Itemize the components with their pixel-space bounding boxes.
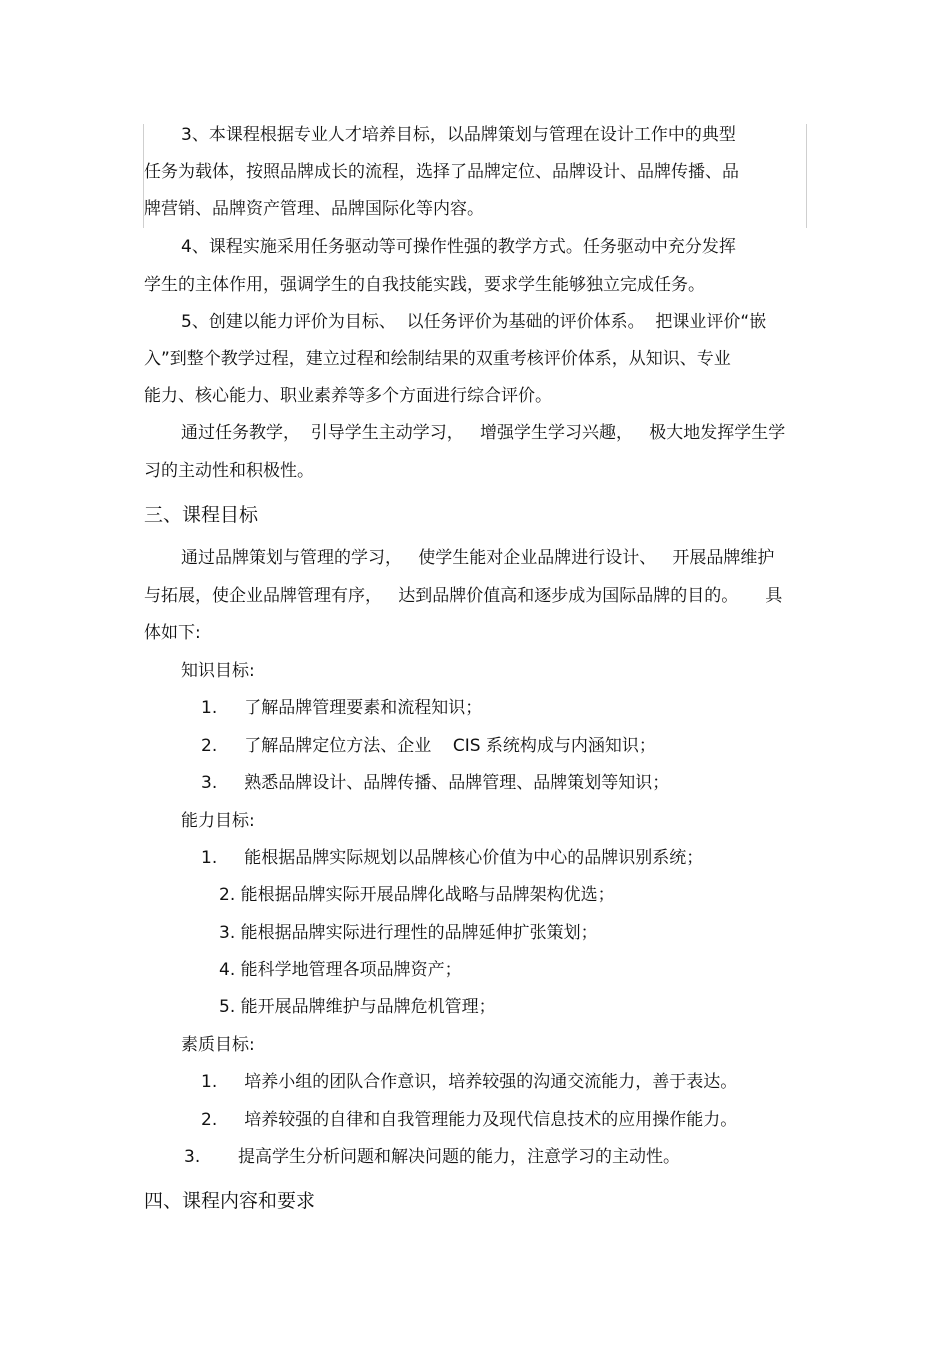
- quality-item-2: 2. 培养较强的自律和自我管理能力及现代信息技术的应用操作能力。: [201, 1110, 738, 1130]
- item5-line-2: 入”到整个教学过程，建立过程和绘制结果的双重考核评价体系，从知识、专业: [144, 349, 731, 369]
- knowledge-item-3: 3. 熟悉品牌设计、品牌传播、品牌管理、品牌策划等知识；: [201, 773, 670, 793]
- ability-item-1: 1. 能根据品牌实际规划以品牌核心价值为中心的品牌识别系统；: [201, 848, 704, 868]
- knowledge-item-1: 1. 了解品牌管理要素和流程知识；: [201, 698, 483, 718]
- table-border-right: [806, 124, 807, 228]
- item3-line-3: 牌营销、品牌资产管理、品牌国际化等内容。: [144, 199, 484, 219]
- item4-line-1: 4、课程实施采用任务驱动等可操作性强的教学方式。任务驱动中充分发挥: [181, 237, 736, 257]
- item5-line-3: 能力、核心能力、职业素养等多个方面进行综合评价。: [144, 386, 552, 406]
- quality-item-1: 1. 培养小组的团队合作意识，培养较强的沟通交流能力，善于表达。: [201, 1072, 738, 1092]
- item3-line-1: 3、本课程根据专业人才培养目标，以品牌策划与管理在设计工作中的典型: [181, 125, 736, 145]
- knowledge-label: 知识目标:: [181, 661, 255, 681]
- ability-item-5: 5. 能开展品牌维护与品牌危机管理；: [219, 997, 496, 1017]
- ability-item-4: 4. 能科学地管理各项品牌资产；: [219, 960, 462, 980]
- item4-line-2: 学生的主体作用，强调学生的自我技能实践，要求学生能够独立完成任务。: [144, 275, 705, 295]
- ability-item-2: 2. 能根据品牌实际开展品牌化战略与品牌架构优选；: [219, 885, 615, 905]
- ability-item-3: 3. 能根据品牌实际进行理性的品牌延伸扩张策划；: [219, 923, 598, 943]
- knowledge-item-2: 2. 了解品牌定位方法、企业 CIS 系统构成与内涵知识；: [201, 736, 656, 756]
- goal-intro-line-1: 通过品牌策划与管理的学习， 使学生能对企业品牌进行设计、 开展品牌维护: [181, 548, 775, 568]
- item3-line-2: 任务为载体，按照品牌成长的流程，选择了品牌定位、品牌设计、品牌传播、品: [144, 162, 739, 182]
- quality-item-3: 3. 提高学生分析问题和解决问题的能力，注意学习的主动性。: [184, 1147, 681, 1167]
- quality-label: 素质目标:: [181, 1035, 255, 1055]
- summary-line-2: 习的主动性和积极性。: [144, 461, 314, 481]
- goal-intro-line-3: 体如下:: [144, 623, 201, 643]
- ability-label: 能力目标:: [181, 811, 255, 831]
- section-heading-course-goals: 三、课程目标: [144, 504, 259, 526]
- summary-line-1: 通过任务教学， 引导学生主动学习， 增强学生学习兴趣， 极大地发挥学生学: [181, 423, 786, 443]
- item5-line-1: 5、创建以能力评价为目标、 以任务评价为基础的评价体系。 把课业评价“嵌: [181, 312, 767, 332]
- section-heading-course-content: 四、课程内容和要求: [144, 1190, 316, 1212]
- goal-intro-line-2: 与拓展，使企业品牌管理有序， 达到品牌价值高和逐步成为国际品牌的目的。 具: [144, 586, 783, 606]
